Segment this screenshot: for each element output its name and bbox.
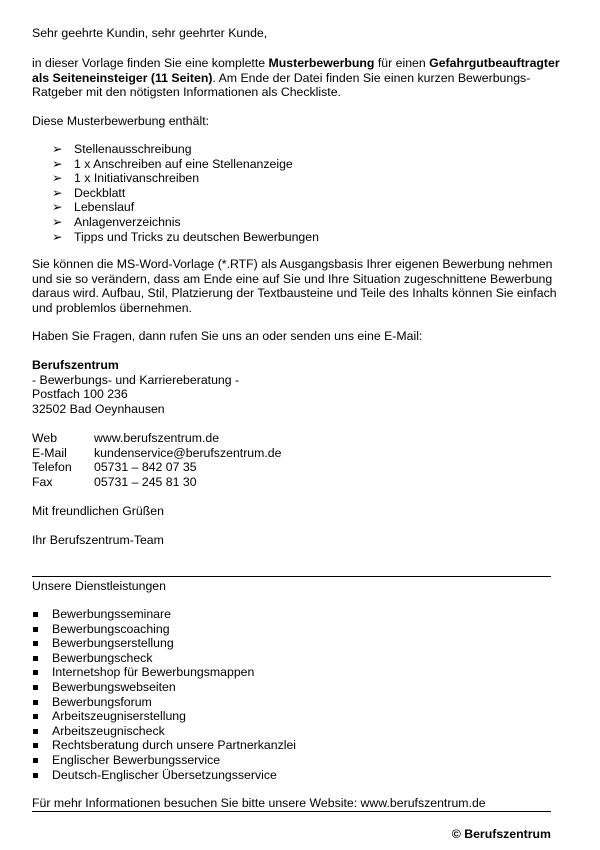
contents-list-item [32, 142, 562, 157]
contact-value-email[interactable]: kundenservice@berufszentrum.de [94, 445, 282, 460]
service-label: Bewerbungserstellung [52, 636, 174, 651]
contents-list [32, 142, 562, 244]
contents-item-label: 1 x Initiativanschreiben [74, 171, 200, 186]
square-bullet-icon [33, 685, 38, 690]
questions-paragraph: Haben Sie Fragen, dann rufen Sie uns an oder senden uns eine E-Mail: [32, 329, 423, 343]
square-bullet-icon [33, 670, 38, 675]
contact-label: E-Mail [32, 445, 67, 460]
arrowhead-bullet-icon: ➢ [52, 200, 63, 215]
square-bullet-icon [33, 612, 38, 617]
contents-list-item [32, 230, 562, 245]
intro-text-3: . Am Ende der Datei finden Sie einen kurzen Bewerbungs-Ratgeber mit den nötigsten Informationen als Checkliste. [32, 70, 531, 100]
services-list [32, 607, 562, 782]
contact-label: Fax [32, 474, 53, 489]
service-label: Englischer Bewerbungsservice [52, 752, 221, 767]
square-bullet-icon [33, 743, 38, 748]
service-list-item [32, 636, 562, 651]
service-list-item [32, 665, 562, 680]
service-list-item [32, 709, 562, 724]
service-label: Bewerbungswebseiten [52, 679, 176, 694]
contact-label: Telefon [32, 460, 72, 475]
contents-list-item [32, 157, 562, 172]
contents-list-item [32, 200, 562, 215]
intro-text-2: für einen [374, 56, 430, 70]
arrowhead-bullet-icon: ➢ [52, 214, 63, 229]
contact-value-fax: 05731 – 245 81 30 [94, 474, 197, 489]
contact-row-email [32, 446, 562, 461]
contact-value-telefon: 05731 – 842 07 35 [94, 460, 197, 475]
service-list-item [32, 753, 562, 768]
section-divider [32, 576, 551, 577]
company-name: Berufszentrum [32, 358, 119, 372]
contact-row-web [32, 431, 562, 446]
square-bullet-icon [33, 641, 38, 646]
intro-text-1: in dieser Vorlage finden Sie eine komplette [32, 56, 269, 70]
arrowhead-bullet-icon: ➢ [52, 142, 63, 156]
contents-item-label: Deckblatt [74, 185, 126, 200]
square-bullet-icon [33, 714, 38, 719]
service-list-item [32, 724, 562, 739]
square-bullet-icon [33, 729, 38, 734]
company-address [32, 358, 562, 416]
arrowhead-bullet-icon: ➢ [52, 171, 63, 186]
service-list-item [32, 651, 562, 666]
contact-value-web[interactable]: www.berufszentrum.de [94, 431, 220, 445]
closing: Mit freundlichen Grüßen [32, 504, 164, 518]
intro-paragraph [32, 56, 562, 100]
footer-divider [32, 811, 551, 812]
services-heading: Unsere Dienstleistungen [32, 579, 166, 593]
arrowhead-bullet-icon: ➢ [52, 185, 63, 200]
intro-bold-2: Gefahrgutbeauftragter als Seiteneinsteiger (11 Seiten) [32, 56, 560, 85]
contact-row-fax [32, 475, 562, 490]
company-street: Postfach 100 236 [32, 387, 128, 402]
signature: Ihr Berufszentrum-Team [32, 533, 164, 547]
square-bullet-icon [33, 700, 38, 705]
contents-item-label: Tipps und Tricks zu deutschen Bewerbungen [74, 229, 319, 244]
square-bullet-icon [33, 773, 38, 778]
service-label: Arbeitszeugniserstellung [52, 709, 186, 724]
arrowhead-bullet-icon: ➢ [52, 156, 63, 171]
service-list-item [32, 607, 562, 622]
service-label: Internetshop für Bewerbungsmappen [52, 665, 255, 680]
service-list-item [32, 738, 562, 753]
contents-heading: Diese Musterbewerbung enthält: [32, 114, 210, 128]
contents-list-item [32, 171, 562, 186]
contents-item-label: Lebenslauf [74, 200, 135, 215]
service-label: Bewerbungscoaching [52, 621, 170, 636]
service-label: Bewerbungscheck [52, 650, 153, 665]
square-bullet-icon [33, 758, 38, 763]
service-label: Bewerbungsforum [52, 694, 152, 709]
service-label: Arbeitszeugnischeck [52, 723, 165, 738]
contents-item-label: Anlagenverzeichnis [74, 214, 181, 229]
usage-paragraph: Sie können die MS-Word-Vorlage (*.RTF) als Ausgangsbasis Ihrer eigenen Bewerbung nehmen und sie so verändern, dass am Ende eine auf Sie und Ihre Situation zugeschnittene Bewerbung daraus wird. Aufbau, Stil, Platzierung der Textbausteine und Teile des Inhalts können Sie einfach und problemlos übernehmen. [32, 257, 557, 315]
company-city: 32502 Bad Oeynhausen [32, 401, 165, 416]
more-info-line: Für mehr Informationen besuchen Sie bitte unsere Website: www.berufszentrum.de [32, 796, 486, 810]
contact-row-telefon [32, 460, 562, 475]
service-list-item [32, 768, 562, 783]
contact-table [32, 431, 562, 489]
square-bullet-icon [33, 656, 38, 661]
contact-label: Web [32, 431, 58, 445]
service-list-item [32, 680, 562, 695]
contents-list-item [32, 215, 562, 230]
copyright-notice: © Berufszentrum [451, 827, 551, 841]
service-label: Bewerbungsseminare [52, 607, 171, 621]
contents-list-item [32, 186, 562, 201]
service-list-item [32, 622, 562, 637]
intro-bold-1: Musterbewerbung [268, 56, 375, 70]
contents-item-label: Stellenausschreibung [74, 142, 192, 156]
arrowhead-bullet-icon: ➢ [52, 229, 63, 244]
service-label: Rechtsberatung durch unsere Partnerkanzlei [52, 738, 297, 753]
contents-item-label: 1 x Anschreiben auf eine Stellenanzeige [74, 156, 293, 171]
company-tagline: - Bewerbungs- und Karriereberatung - [32, 372, 240, 387]
square-bullet-icon [33, 627, 38, 632]
service-label: Deutsch-Englischer Übersetzungsservice [52, 767, 277, 782]
salutation: Sehr geehrte Kundin, sehr geehrter Kunde, [32, 26, 268, 40]
service-list-item [32, 695, 562, 710]
